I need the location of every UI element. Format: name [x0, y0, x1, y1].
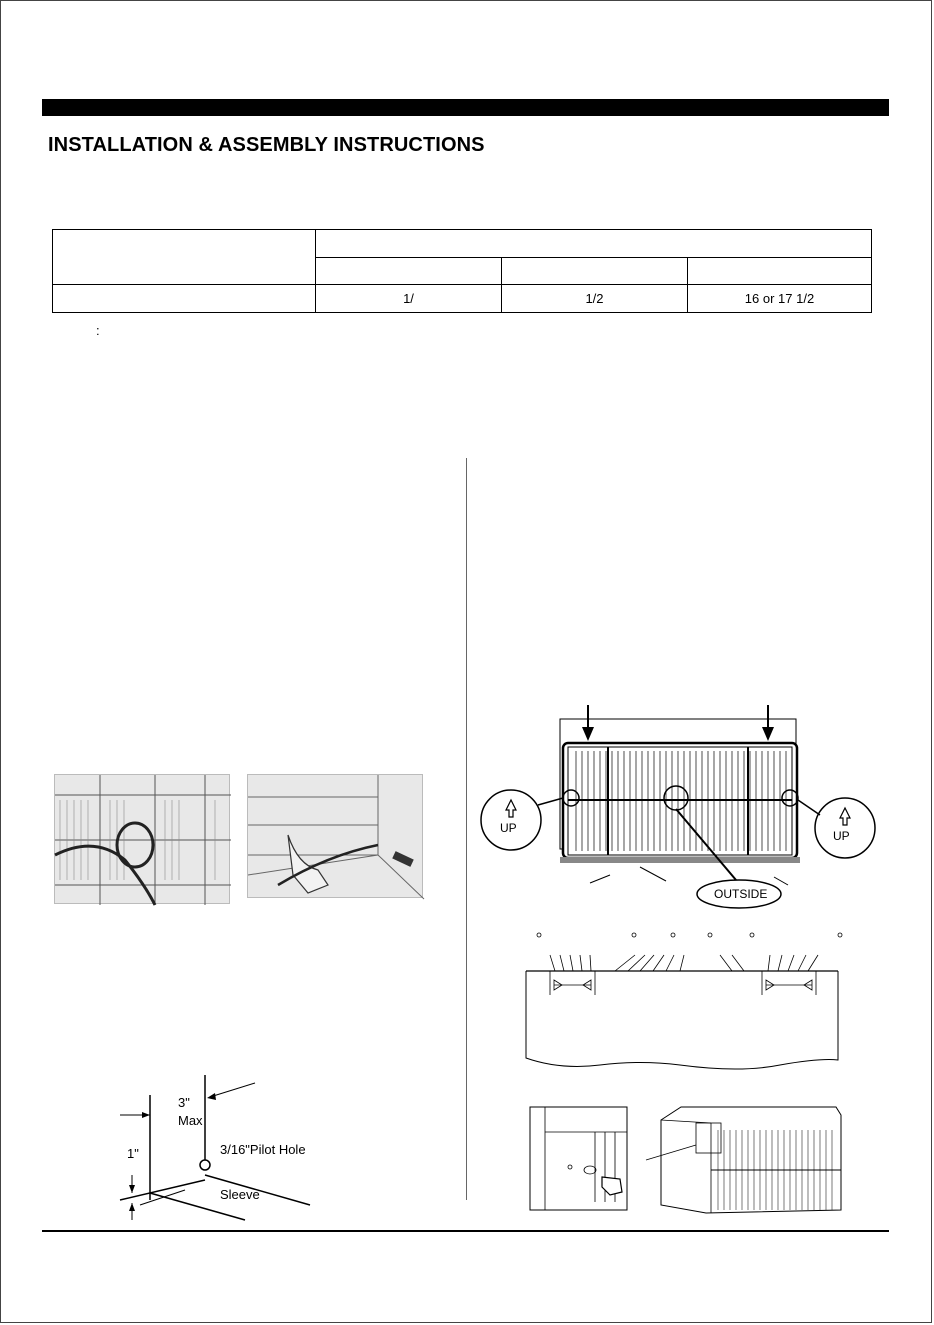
table-header-cell — [316, 230, 872, 258]
table-subheader-cell — [502, 258, 688, 285]
unit-illustration — [656, 1105, 846, 1217]
max-label: Max — [178, 1113, 203, 1128]
cord-coil-illustration — [55, 775, 231, 905]
up-label-left: UP — [500, 821, 517, 835]
table-header-cell — [53, 230, 316, 285]
grille-diagram — [478, 705, 880, 905]
table-subheader-cell — [316, 258, 502, 285]
outside-label: OUTSIDE — [714, 887, 768, 901]
sleeve-label: Sleeve — [220, 1187, 260, 1202]
table-value-cell: 1/ — [316, 285, 502, 313]
photo-cord-coil — [54, 774, 230, 904]
column-divider — [466, 458, 467, 1200]
screw-detail-diagram — [530, 1107, 630, 1211]
cord-routing-illustration — [248, 775, 424, 899]
header-bar — [42, 99, 889, 116]
pilot-hole-label: 3/16"Pilot Hole — [220, 1142, 306, 1157]
table-value-cell: 1/2 — [502, 285, 688, 313]
up-label-right: UP — [833, 829, 850, 843]
spec-table — [52, 229, 872, 313]
sleeve-top-diagram — [520, 925, 850, 1085]
note-colon: : — [96, 323, 100, 338]
photo-cord-routing — [247, 774, 423, 898]
table-subheader-cell — [688, 258, 872, 285]
footer-rule — [42, 1230, 889, 1232]
table-value-cell: 16 or 17 1/2 — [688, 285, 872, 313]
max-value-label: 3" — [178, 1095, 190, 1110]
table-row-label-cell — [53, 285, 316, 313]
section-title: INSTALLATION & ASSEMBLY INSTRUCTIONS — [48, 134, 485, 156]
pilot-hole-diagram — [110, 1075, 350, 1225]
one-inch-label: 1" — [127, 1146, 139, 1161]
